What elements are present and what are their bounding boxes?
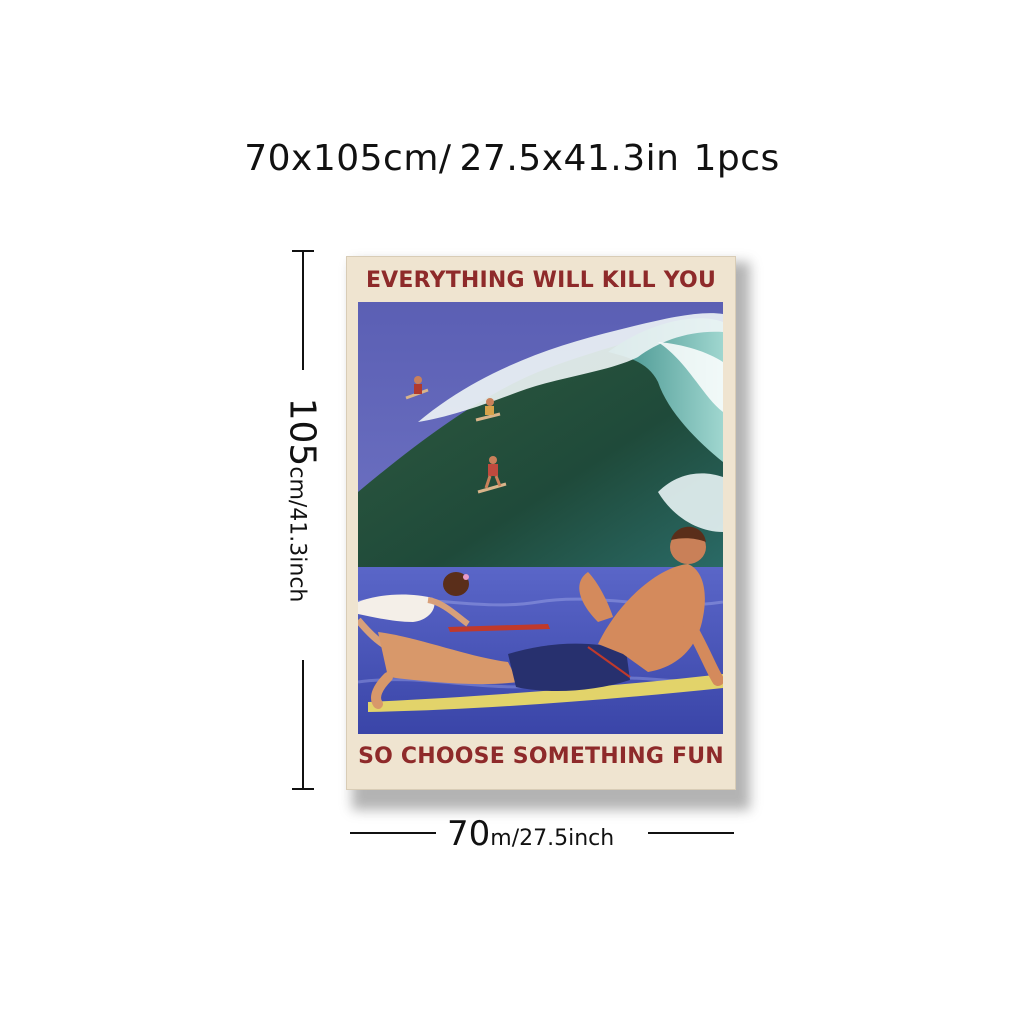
width-number: 70: [447, 814, 491, 854]
surf-scene-svg: [358, 302, 723, 734]
height-line-lower: [302, 660, 304, 790]
poster-bottom-text: SO CHOOSE SOMETHING FUN: [358, 744, 724, 769]
size-inch-text: 27.5x41.3in: [459, 138, 680, 179]
width-label: [447, 814, 614, 854]
poster-top-text: EVERYTHING WILL KILL YOU: [365, 268, 717, 293]
poster: [346, 256, 736, 790]
height-unit: cm/41.3inch: [284, 466, 310, 603]
height-label: [282, 398, 323, 603]
size-cm-text: 70x105cm/: [244, 138, 452, 179]
height-number: 105: [281, 397, 323, 467]
quantity-text: 1pcs: [693, 138, 780, 179]
width-unit: m/27.5inch: [490, 826, 615, 851]
size-headline: [0, 138, 1024, 179]
width-line-right: [648, 832, 734, 834]
height-line-upper: [302, 250, 304, 370]
width-line-left: [350, 832, 436, 834]
surf-illustration: [358, 302, 723, 734]
height-bottom-tick: [292, 788, 314, 790]
